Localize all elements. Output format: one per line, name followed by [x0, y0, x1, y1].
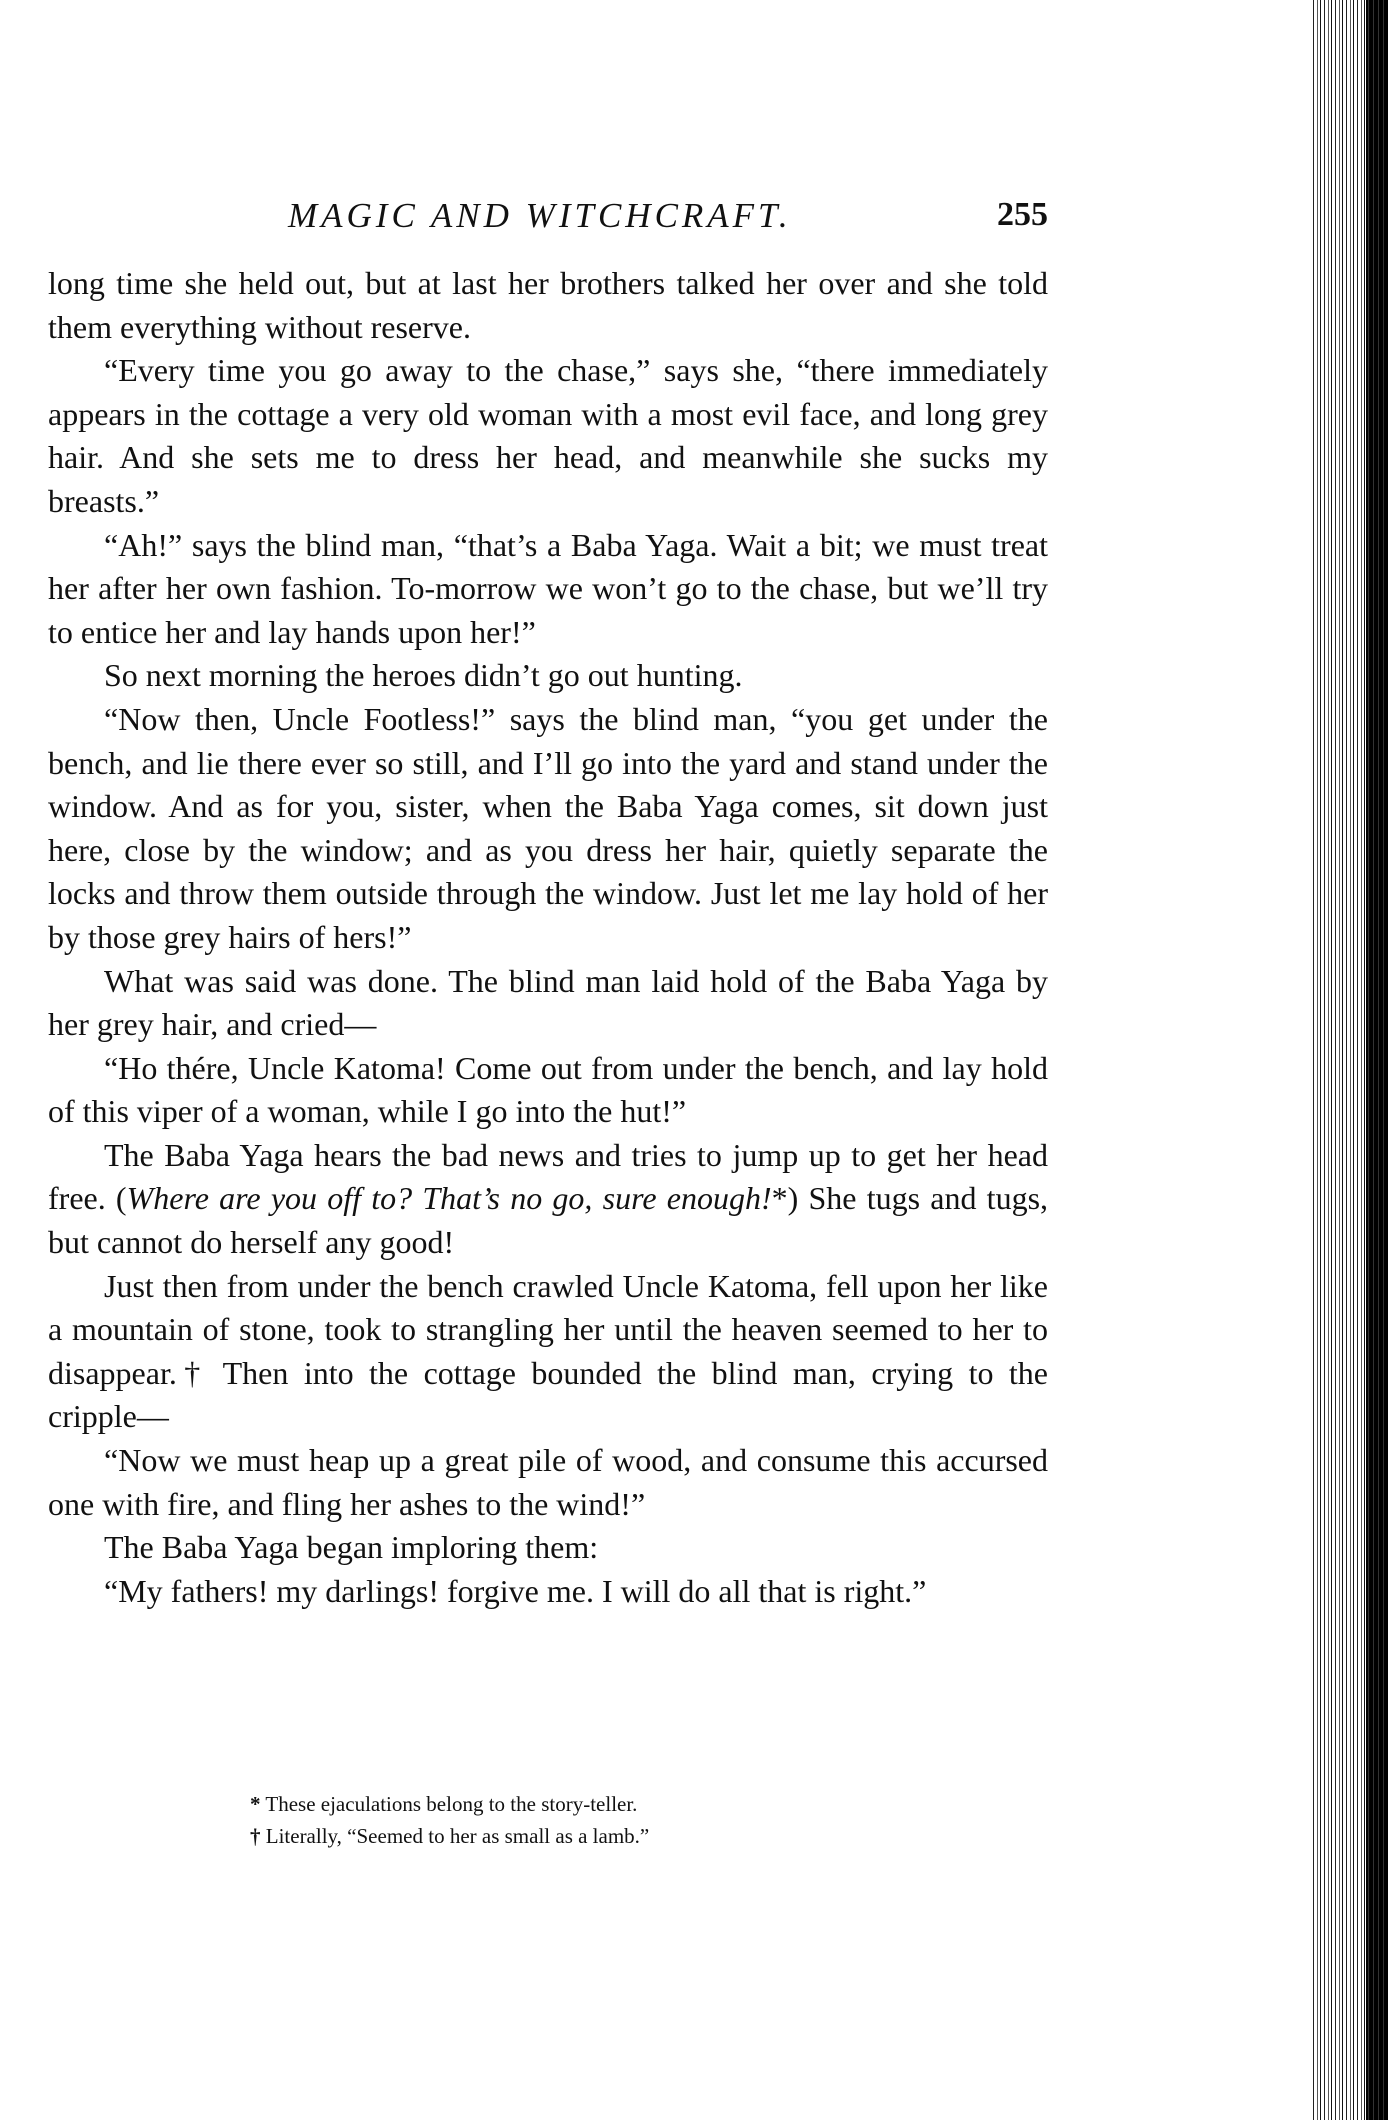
- footnote-mark: †: [250, 1824, 261, 1848]
- paragraph-text: Just then from under the bench crawled Uncle Katoma, fell upon her like a mountain of stone, took to strangling her until the heaven seemed to her to disappear.: [48, 1267, 1048, 1391]
- footnote-text: These ejaculations belong to the story-teller.: [265, 1792, 638, 1816]
- paragraph: “My fathers! my darlings! forgive me. I will do all that is right.”: [104, 1572, 927, 1609]
- paragraph: “Now then, Uncle Footless!” says the blind man, “you get under the bench, and lie there ever so still, and I’ll go into the yard and stand under the window. And as for you, sister, when the Baba Yaga comes, sit down just here, close by the window; and as you dress her hair, quietly separate the locks and throw them outside through the window. Just let me lay hold of her by those grey hairs of hers!”: [48, 700, 1048, 955]
- footnote: [250, 1788, 1030, 1820]
- running-title: MAGIC AND WITCHCRAFT.: [288, 196, 792, 235]
- paragraph-text: The Baba Yaga hears the bad news and tries to jump up to get her head free. (: [48, 1136, 1048, 1217]
- paragraph: “Now we must heap up a great pile of wood, and consume this accursed one with fire, and fling her ashes to the wind!”: [48, 1442, 1048, 1522]
- paragraph-with-aside: [48, 1134, 1048, 1265]
- page-number: 255: [997, 196, 1048, 233]
- paragraph: “Ho thére, Uncle Katoma! Come out from under the bench, and lay hold of this viper of a woman, while I go into the hut!”: [48, 1049, 1048, 1130]
- paragraph: So next morning the heroes didn’t go out hunting.: [104, 657, 743, 694]
- footnotes: [250, 1788, 1030, 1852]
- paragraph: What was said was done. The blind man laid hold of the Baba Yaga by her grey hair, and cried—: [48, 962, 1048, 1043]
- paragraph: long time she held out, but at last her brothers talked her over and she told them everything without reserve.: [48, 265, 1048, 345]
- footnote-text: Literally, “Seemed to her as small as a lamb.”: [265, 1824, 650, 1848]
- paragraph: The Baba Yaga began imploring them:: [104, 1529, 599, 1566]
- italic-aside: Where are you off to? That’s no go, sure enough!: [126, 1180, 772, 1217]
- paragraph: “Every time you go away to the chase,” says she, “there immediately appears in the cottage a very old woman with a most evil face, and long grey hair. And she sets me to dress her head, and meanwhile she sucks my breasts.”: [48, 352, 1048, 519]
- footnote-marker: *: [771, 1180, 788, 1217]
- paragraph: “Ah!” says the blind man, “that’s a Baba Yaga. Wait a bit; we must treat her after her own fashion. To-morrow we won’t go to the chase, but we’ll try to entice her and lay hands upon her!”: [48, 526, 1048, 650]
- page-edge-shadow: [1366, 0, 1388, 2120]
- body-text: [48, 262, 1048, 1613]
- paragraph-with-note: [48, 1265, 1048, 1439]
- footnote: [250, 1820, 1030, 1852]
- footnote-marker: †: [176, 1354, 208, 1391]
- paragraph-text: ) She tugs and tugs, but cannot do herself any good!: [48, 1180, 1049, 1261]
- footnote-mark: *: [250, 1792, 261, 1816]
- paragraph-text: Then into the cottage bounded the blind man, crying to the cripple—: [48, 1354, 1049, 1435]
- page-header: [48, 196, 1048, 240]
